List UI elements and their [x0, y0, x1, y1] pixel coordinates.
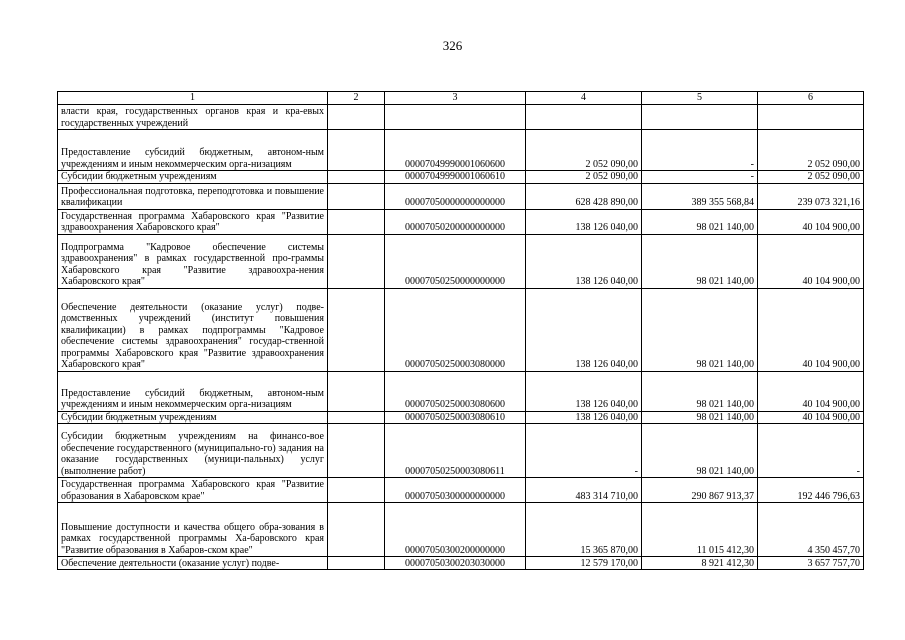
row-value-6-cell: 40 104 900,00 [758, 371, 864, 411]
row-value-6-cell: 40 104 900,00 [758, 234, 864, 288]
row-code-cell [385, 105, 526, 130]
row-code-cell: 00007050250003080611 [385, 424, 526, 478]
table-row [58, 371, 864, 411]
row-value-4-cell: 628 428 890,00 [526, 183, 642, 209]
row-value-4-cell: - [526, 424, 642, 478]
table-row [58, 105, 864, 130]
row-column2-cell [328, 234, 385, 288]
table-header-row [58, 92, 864, 105]
row-code-cell: 00007050250003080600 [385, 371, 526, 411]
row-value-6-cell: 4 350 457,70 [758, 503, 864, 557]
row-code-cell: 00007050250000000000 [385, 234, 526, 288]
table-row [58, 424, 864, 478]
row-column2-cell [328, 130, 385, 171]
row-column2-cell [328, 557, 385, 570]
row-value-5-cell: 98 021 140,00 [642, 288, 758, 371]
row-code-cell: 00007050000000000000 [385, 183, 526, 209]
table-row [58, 288, 864, 371]
row-value-4-cell: 138 126 040,00 [526, 234, 642, 288]
row-value-4-cell: 12 579 170,00 [526, 557, 642, 570]
row-value-5-cell: 98 021 140,00 [642, 371, 758, 411]
row-column2-cell [328, 503, 385, 557]
row-value-5-cell [642, 105, 758, 130]
table-row [58, 503, 864, 557]
row-value-4-cell: 138 126 040,00 [526, 209, 642, 234]
row-code-cell: 00007050300000000000 [385, 478, 526, 503]
row-value-6-cell: 2 052 090,00 [758, 130, 864, 171]
row-column2-cell [328, 209, 385, 234]
row-column2-cell [328, 105, 385, 130]
row-name-cell: Государственная программа Хабаровского края "Развитие здравоохранения Хабаровского края" [58, 209, 328, 234]
row-value-6-cell: 40 104 900,00 [758, 209, 864, 234]
table-row [58, 130, 864, 171]
row-value-6-cell: 3 657 757,70 [758, 557, 864, 570]
row-value-6-cell: 40 104 900,00 [758, 411, 864, 424]
row-code-cell: 00007050300203030000 [385, 557, 526, 570]
row-column2-cell [328, 183, 385, 209]
row-column2-cell [328, 171, 385, 184]
row-value-6-cell: - [758, 424, 864, 478]
row-value-6-cell: 40 104 900,00 [758, 288, 864, 371]
row-value-4-cell: 483 314 710,00 [526, 478, 642, 503]
row-column2-cell [328, 424, 385, 478]
table-row [58, 234, 864, 288]
row-code-cell: 00007050250003080000 [385, 288, 526, 371]
row-code-cell: 00007050200000000000 [385, 209, 526, 234]
row-value-5-cell: 98 021 140,00 [642, 209, 758, 234]
column-header: 5 [642, 92, 758, 105]
column-header: 1 [58, 92, 328, 105]
row-value-5-cell: - [642, 130, 758, 171]
row-column2-cell [328, 288, 385, 371]
row-name-cell: Подпрограмма "Кадровое обеспечение системы здравоохранения" в рамках государственной про-граммы Хабаровского края "Развитие здравоохра-нения Хабаровского края" [58, 234, 328, 288]
table-row [58, 478, 864, 503]
page-number: 326 [442, 38, 463, 53]
row-value-4-cell: 2 052 090,00 [526, 130, 642, 171]
row-name-cell: Обеспечение деятельности (оказание услуг) подве-домственных учреждений (институт повышения квалификации) в рамках подпрограммы "Кадровое обеспечение системы здравоохранения" государ-ственной программы Хабаровского края "Развитие здравоохранения Хабаровского края" [58, 288, 328, 371]
row-value-5-cell: - [642, 171, 758, 184]
column-header: 2 [328, 92, 385, 105]
row-value-6-cell: 192 446 796,63 [758, 478, 864, 503]
row-name-cell: Субсидии бюджетным учреждениям на финансо-вое обеспечение государственного (муниципально-го) задания на оказание государственных (муници-пальных) услуг (выполнение работ) [58, 424, 328, 478]
row-value-6-cell: 2 052 090,00 [758, 171, 864, 184]
row-name-cell: Субсидии бюджетным учреждениям [58, 171, 328, 184]
table-row [58, 171, 864, 184]
row-value-6-cell: 239 073 321,16 [758, 183, 864, 209]
row-column2-cell [328, 478, 385, 503]
row-column2-cell [328, 411, 385, 424]
row-column2-cell [328, 371, 385, 411]
row-value-5-cell: 8 921 412,30 [642, 557, 758, 570]
row-code-cell: 00007050250003080610 [385, 411, 526, 424]
column-header: 6 [758, 92, 864, 105]
row-value-4-cell: 138 126 040,00 [526, 371, 642, 411]
row-value-4-cell [526, 105, 642, 130]
column-header: 4 [526, 92, 642, 105]
row-value-6-cell [758, 105, 864, 130]
row-value-4-cell: 138 126 040,00 [526, 411, 642, 424]
row-name-cell: Государственная программа Хабаровского края "Развитие образования в Хабаровском крае" [58, 478, 328, 503]
row-code-cell: 00007050300200000000 [385, 503, 526, 557]
row-name-cell: Повышение доступности и качества общего обра-зования в рамках государственной программы Ха-баровского края "Развитие образования в Хабаров-ском крае" [58, 503, 328, 557]
row-name-cell: Предоставление субсидий бюджетным, автоном-ным учреждениям и иным некоммерческим орга-низациям [58, 371, 328, 411]
row-code-cell: 00007049990001060600 [385, 130, 526, 171]
row-value-5-cell: 290 867 913,37 [642, 478, 758, 503]
row-value-5-cell: 11 015 412,30 [642, 503, 758, 557]
column-header: 3 [385, 92, 526, 105]
row-value-5-cell: 98 021 140,00 [642, 424, 758, 478]
row-value-4-cell: 15 365 870,00 [526, 503, 642, 557]
row-value-5-cell: 389 355 568,84 [642, 183, 758, 209]
row-value-4-cell: 138 126 040,00 [526, 288, 642, 371]
row-value-4-cell: 2 052 090,00 [526, 171, 642, 184]
table-row [58, 557, 864, 570]
table-row [58, 183, 864, 209]
row-value-5-cell: 98 021 140,00 [642, 234, 758, 288]
row-name-cell: Профессиональная подготовка, переподготовка и повышение квалификации [58, 183, 328, 209]
budget-table [57, 91, 864, 570]
row-name-cell: Предоставление субсидий бюджетным, автоном-ным учреждениям и иным некоммерческим орга-низациям [58, 130, 328, 171]
row-name-cell: Субсидии бюджетным учреждениям [58, 411, 328, 424]
row-value-5-cell: 98 021 140,00 [642, 411, 758, 424]
table-row [58, 411, 864, 424]
row-code-cell: 00007049990001060610 [385, 171, 526, 184]
table-row [58, 209, 864, 234]
row-name-cell: власти края, государственных органов края и кра-евых государственных учреждений [58, 105, 328, 130]
row-name-cell: Обеспечение деятельности (оказание услуг) подве- [58, 557, 328, 570]
